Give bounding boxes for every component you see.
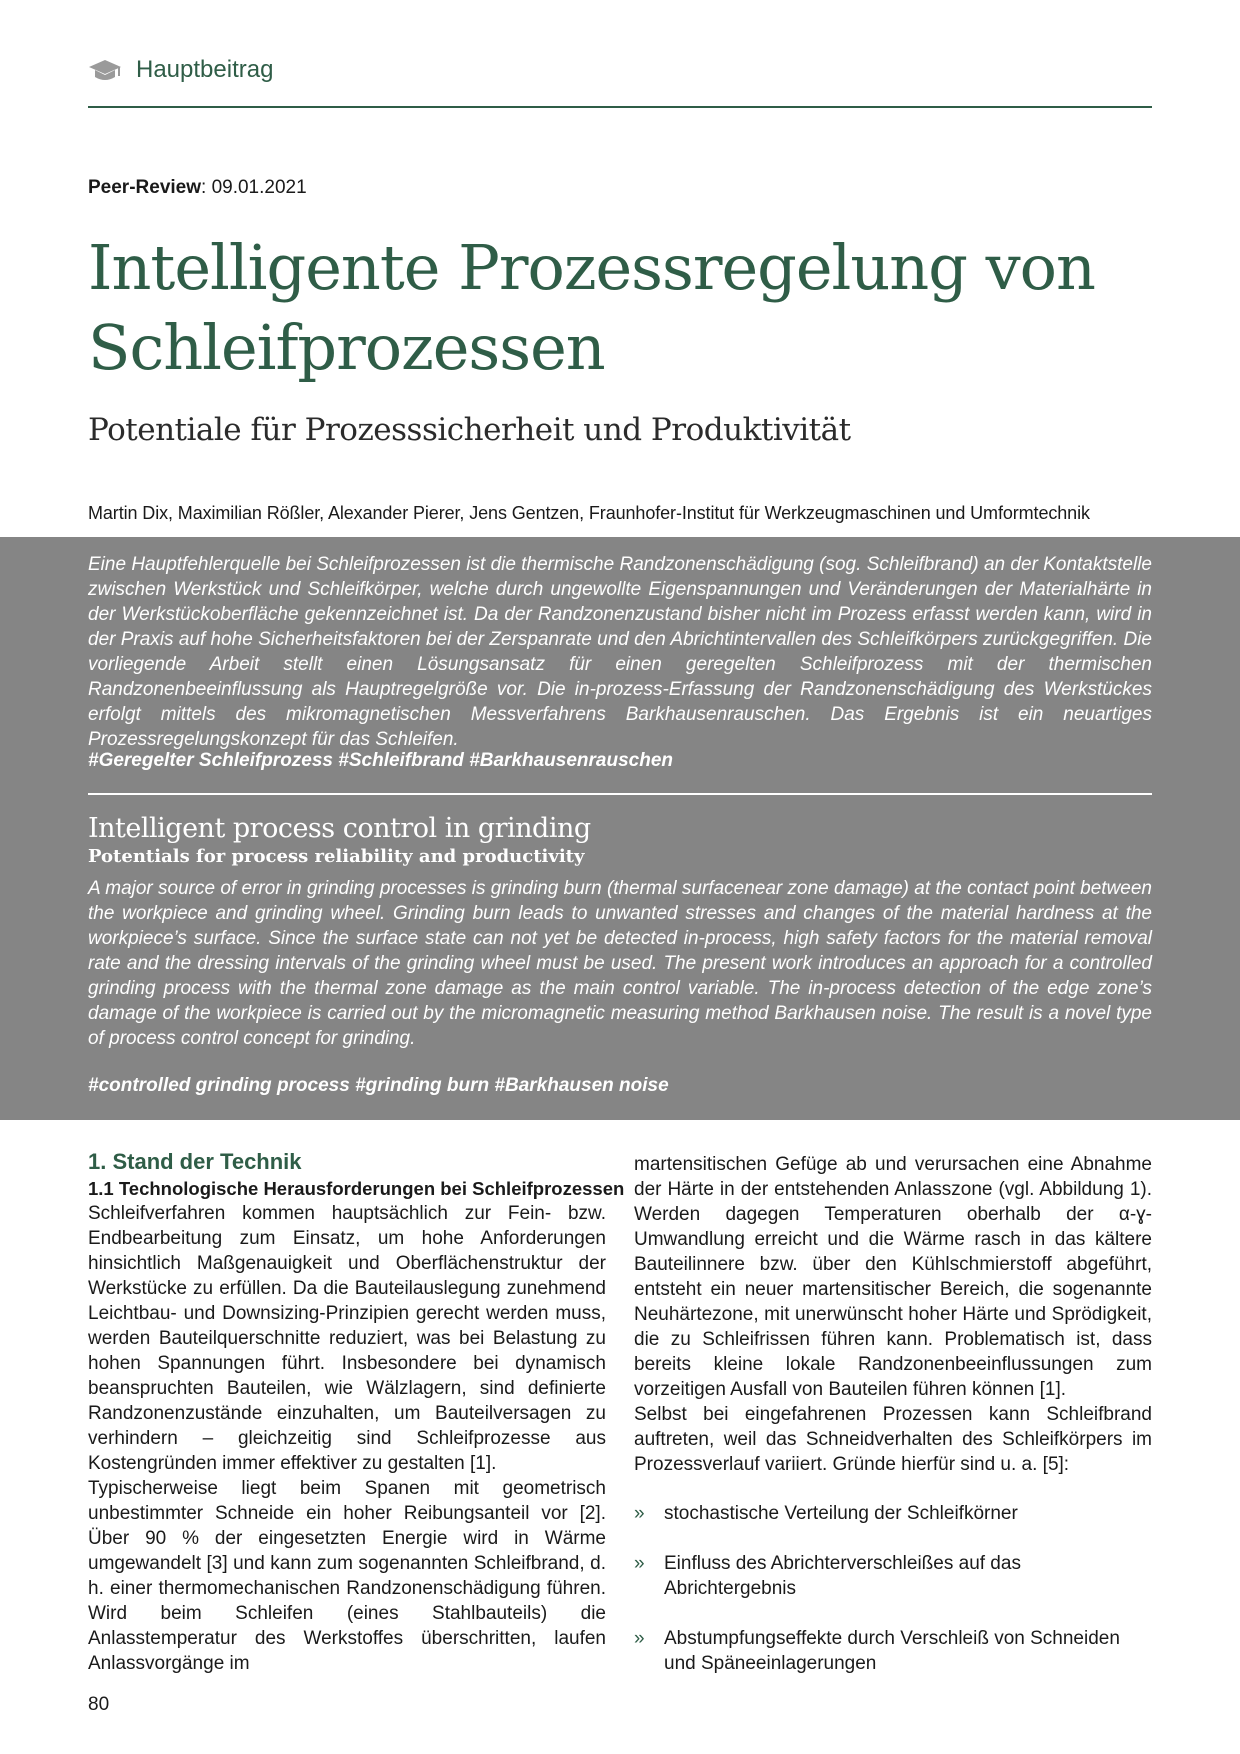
article-subtitle: Potentiale für Prozesssicherheit und Produktivität <box>88 412 851 448</box>
bullet-marker: » <box>634 1628 645 1649</box>
section-heading: 1. Stand der Technik <box>88 1149 302 1174</box>
body-paragraph: Selbst bei eingefahrenen Prozessen kann Schleifbrand auftreten, weil das Schneidverhalten des Schleifkörpers im Prozessverlauf variiert. Gründe hierfür sind u. a. [5]: <box>634 1404 1152 1475</box>
body-column-left <box>88 1148 625 1676</box>
list-item-text: Abstumpfungseffekte durch Verschleiß von Schneiden und Späneeinlagerungen <box>664 1628 1120 1674</box>
body-column-right <box>634 1152 1152 1701</box>
list-item-text: Einfluss des Abrichterverschleißes auf das Abrichtergebnis <box>664 1553 1021 1599</box>
author-line: Martin Dix, Maximilian Rößler, Alexander Pierer, Jens Gentzen, Fraunhofer-Institut für Werkzeugmaschinen und Umformtechnik <box>88 503 1090 523</box>
page-number: 80 <box>88 1694 110 1715</box>
section-label: Hauptbeitrag <box>136 56 274 83</box>
graduation-cap-icon <box>88 58 122 82</box>
list-item-text: stochastische Verteilung der Schleifkörner <box>664 1503 1018 1524</box>
english-title: Intelligent process control in grinding <box>88 813 591 844</box>
bullet-list <box>634 1501 1152 1676</box>
list-item <box>634 1501 1152 1526</box>
page-header <box>88 56 1152 108</box>
peer-review-label: Peer-Review <box>88 177 202 198</box>
body-paragraph: martensitischen Gefüge ab und verursachen eine Abnahme der Härte in der entstehenden Anlasszone (vgl. Abbildung 1). Werden dagegen Temperaturen oberhalb der α-ɣ-Umwandlung erreicht und die Wärme rasch in das kältere Bauteilinnere bzw. über den Kühlschmierstoff abgeführt, entsteht ein neuer martensitischer Bereich, die sogenannte Neuhärtezone, mit unerwünscht hoher Härte und Sprödigkeit, die zu Schleifrissen führen kann. Problematisch ist, dass bereits kleine lokale Randzonenbeeinflussungen zum vorzeitigen Ausfall von Bauteilen führen können [1]. <box>634 1154 1152 1400</box>
subsection-heading: 1.1 Technologische Herausforderungen bei Schleifprozessen <box>88 1178 625 1199</box>
bullet-marker: » <box>634 1503 645 1524</box>
keywords-english: #controlled grinding process #grinding burn #Barkhausen noise <box>88 1075 669 1096</box>
abstract-german: Eine Hauptfehlerquelle bei Schleifprozessen ist die thermische Randzonenschädigung (sog. Schleifbrand) an der Kontaktstelle zwischen Werkstück und Schleifkörper, welche durch ungewollte Eigenspannungen und Veränderungen der Materialhärte in der Werkstückoberfläche gekennzeichnet ist. Da der Randzonenzustand bisher nicht im Prozess erfasst werden kann, wird in der Praxis auf hohe Sicherheitsfaktoren bei der Zerspanrate und den Abrichtintervallen des Schleifkörpers zurückgegriffen. Die vorliegende Arbeit stellt einen Lösungsansatz für einen geregelten Schleifprozess mit der thermischen Randzonenbeeinflussung als Hauptregelgröße vor. Die in-prozess-Erfassung der Randzonenschädigung des Werkstückes erfolgt mittels des mikromagnetischen Messverfahrens Barkhausenrauschen. Das Ergebnis ist ein neuartiges Prozessregelungskonzept für das Schleifen. <box>88 554 1152 750</box>
peer-review-date: : 09.01.2021 <box>201 177 307 198</box>
article-title: Intelligente Prozessregelung von Schleifprozessen <box>88 231 1095 384</box>
keywords-german: #Geregelter Schleifprozess #Schleifbrand #Barkhausenrauschen <box>88 750 674 771</box>
list-item <box>634 1551 1152 1601</box>
body-paragraph: Typischerweise liegt beim Spanen mit geometrisch unbestimmter Schneide ein hoher Reibungsanteil vor [2]. Über 90 % der eingesetzten Energie wird in Wärme umgewandelt [3] und kann zum sogenannten Schleifbrand, d. h. einer thermomechanischen Randzonenschädigung führen. Wird beim Schleifen (eines Stahlbauteils) die Anlasstemperatur des Werkstoffes überschritten, laufen Anlassvorgänge im <box>88 1478 606 1674</box>
list-item <box>634 1626 1152 1676</box>
body-paragraph: Schleifverfahren kommen hauptsächlich zur Fein- bzw. Endbearbeitung zum Einsatz, um hohe Anforderungen hinsichtlich Maßgenauigkeit und Oberflächenstruktur der Werkstücke zu erfüllen. Da die Bauteilauslegung zunehmend Leichtbau- und Downsizing-Prinzipien gerecht werden muss, werden Bauteilquerschnitte reduziert, was bei Belastung zu hohen Spannungen führt. Insbesondere bei dynamisch beanspruchten Bauteilen, wie Wälzlagern, sind definierte Randzonenzustände einzuhalten, um Bauteilversagen zu verhindern – gleichzeitig sind Schleifprozesse aus Kostengründen immer effektiver zu gestalten [1]. <box>88 1203 606 1474</box>
english-subtitle: Potentials for process reliability and productivity <box>88 846 585 867</box>
bullet-marker: » <box>634 1553 645 1574</box>
peer-review-line <box>88 177 307 199</box>
abstract-english: A major source of error in grinding processes is grinding burn (thermal surfacenear zone damage) at the contact point between the workpiece and grinding wheel. Grinding burn leads to unwanted stresses and changes of the material hardness at the workpiece’s surface. Since the surface state can not yet be detected in-process, high safety factors for the material removal rate and the dressing intervals of the grinding wheel must be used. The present work introduces an approach for a controlled grinding process with the thermal zone damage as the main control variable. The in-process detection of the edge zone’s damage of the workpiece is carried out by the micromagnetic measuring method Barkhausen noise. The result is a novel type of process control concept for grinding. <box>88 878 1152 1049</box>
abstract-divider <box>88 793 1152 795</box>
